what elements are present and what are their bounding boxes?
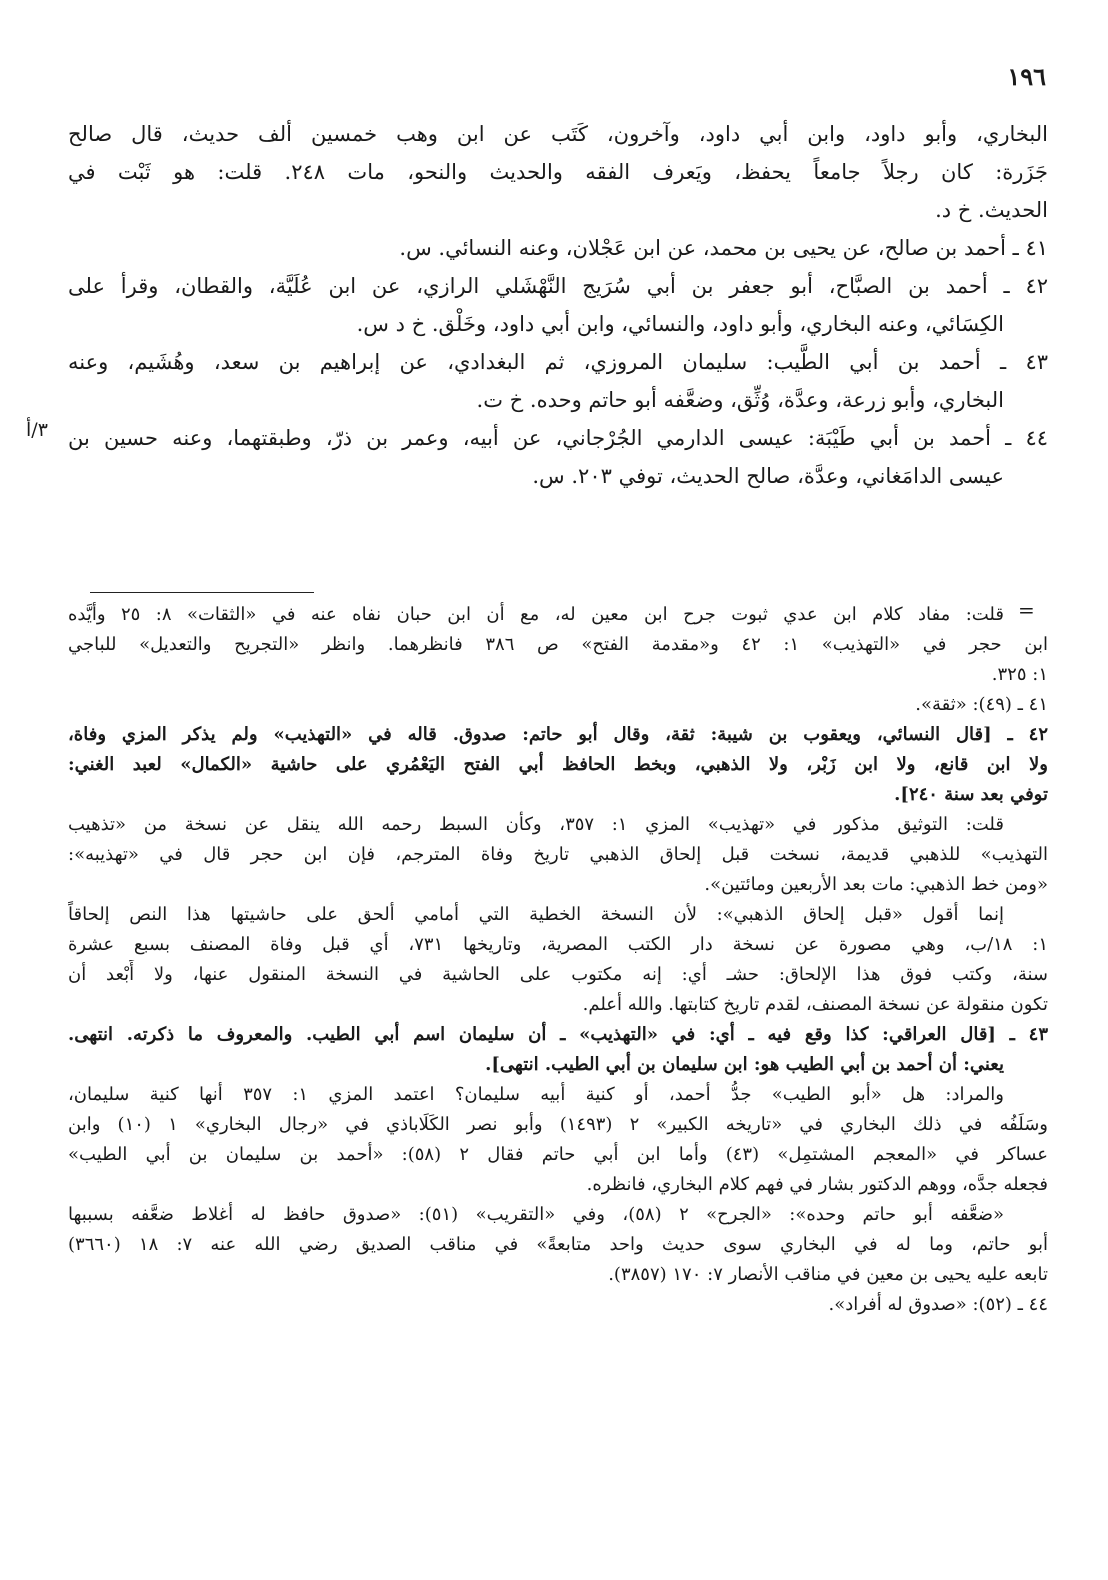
footnote-line: ١: ١٨/ب، وهي مصورة عن نسخة دار الكتب المصرية، وتاريخها ٧٣١، أي قبل وفاة المصنف بسبع عشرة <box>68 934 1048 955</box>
entry-line: ٤١ ـ أحمد بن صالح، عن يحيى بن محمد، عن ابن عَجْلان، وعنه النسائي. س. <box>399 236 1048 260</box>
footnote-line: سنة، وكتب فوق هذا الإلحاق: حشـ أي: إنه مكتوب على الحاشية في النسخة المنقول عنها، ولا أَبْعد أن <box>68 964 1048 985</box>
main-text <box>26 115 1048 495</box>
footnote-line: ٤١ ـ (٤٩): «ثقة». <box>915 694 1048 715</box>
footnote-line: ٤٣ ـ [قال العراقي: كذا وقع فيه ـ أي: في «التهذيب» ـ أن سليمان اسم أبي الطيب. والمعروف ما ذكرته. انتهى. <box>68 1024 1048 1045</box>
footnote-line: وسَلَفُه في ذلك البخاري في «تاريخه الكبير» ٢ (١٤٩٣) وأبو نصر الكَلَاباذي في «رجال البخاري» ١ (١٠) وابن <box>68 1114 1048 1135</box>
footnote-separator <box>90 592 314 593</box>
footnote-line: التهذيب» للذهبي قديمة، نسخت قبل إلحاق الذهبي تاريخ وفاة المترجم، فإن ابن حجر قال في «تهذيبه»: <box>68 844 1048 865</box>
footnote-line: أبو حاتم، وما له في البخاري سوى حديث واحد متابعةً» في مناقب الصديق رضي الله عنه ٧: ١٨ (٣٦٦٠) <box>68 1234 1048 1255</box>
footnotes <box>68 600 1048 1320</box>
footnote-line: يعني: أن أحمد بن أبي الطيب هو: ابن سليمان بن أبي الطيب. انتهى]. <box>485 1054 1004 1075</box>
main-line: جَزَرة: كان رجلاً جامعاً يحفظ، ويَعرف الفقه والحديث والنحو، مات ٢٤٨. قلت: هو ثَبْت في <box>68 160 1048 184</box>
main-line: الحديث. خ د. <box>935 198 1048 222</box>
entry-line: ٤٣ ـ أحمد بن أبي الطَّيب: سليمان المروزي، ثم البغدادي، عن إبراهيم بن سعد، وهُشَيم، وعنه <box>68 350 1048 374</box>
footnote-line: تابعه عليه يحيى بن معين في مناقب الأنصار ٧: ١٧٠ (٣٨٥٧). <box>608 1264 1048 1285</box>
footnote-line: ولا ابن قانع، ولا ابن زَبْر، ولا الذهبي، وبخط الحافظ أبي الفتح اليَعْمُري على حاشية «الكمال» لعبد الغني: <box>68 754 1048 775</box>
entry-41 <box>68 229 1048 267</box>
page-number: ١٩٦ <box>1007 62 1046 91</box>
footnote-line: قلت: التوثيق مذكور في «تهذيب» المزي ١: ٣٥٧، وكأن السبط رحمه الله ينقل عن نسخة من «تذهيب <box>68 814 1004 835</box>
footnote-line: «ومن خط الذهبي: مات بعد الأربعين ومائتين». <box>704 874 1048 895</box>
footnote-line: فجعله جدَّه، ووهم الدكتور بشار في فهم كلام البخاري، فانظره. <box>586 1174 1048 1195</box>
footnote-line: «ضعَّفه أبو حاتم وحده»: «الجرح» ٢ (٥٨)، وفي «التقريب» (٥١): «صدوق حافظ له أغلاط ضعَّفه بسببها <box>68 1204 1005 1225</box>
manuscript-folio-marker: ٣/أ <box>26 419 48 441</box>
footnote-line: تكون منقولة عن نسخة المصنف، لقدم تاريخ كتابتها. والله أعلم. <box>582 994 1048 1015</box>
entry-line: ٤٤ ـ أحمد بن أبي طَيْبَة: عيسى الدارمي الجُرْجاني، عن أبيه، وعمر بن ذرّ، وطبقتهما، وعنه حسين بن <box>68 426 1048 450</box>
footnote-line: ابن حجر في «التهذيب» ١: ٤٢ و«مقدمة الفتح» ص ٣٨٦ فانظرهما. وانظر «التجريح والتعديل» للباجي <box>68 634 1048 655</box>
footnote-line: والمراد: هل «أبو الطيب» جدُّ أحمد، أو كنية أبيه سليمان؟ اعتمد المزي ١: ٣٥٧ أنها كنية سليمان، <box>68 1084 1004 1105</box>
footnote-line: ٤٤ ـ (٥٢): «صدوق له أفراد». <box>828 1294 1048 1315</box>
entry-line: عيسى الدامَغاني، وعدَّة، صالح الحديث، توفي ٢٠٣. س. <box>532 464 1004 488</box>
footnote-line: قلت: مفاد كلام ابن عدي ثبوت جرح ابن معين له، مع أن ابن حبان نفاه عنه في «الثقات» ٨: ٢٥ وأيَّده <box>68 604 1004 625</box>
entry-42 <box>68 267 1048 343</box>
footnote-line: ١: ٣٢٥. <box>991 664 1048 685</box>
entry-44 <box>26 419 1048 495</box>
footnote-line: إنما أقول «قبل إلحاق الذهبي»: لأن النسخة الخطية التي أمامي ألحق على حاشيتها هذا النص إلحاقاً <box>68 904 1004 925</box>
footnote-line: عساكر في «المعجم المشتمِل» (٤٣) وأما ابن أبي حاتم فقال ٢ (٥٨): «أحمد بن سليمان بن أبي الطيب» <box>68 1144 1048 1165</box>
main-line: البخاري، وأبو داود، وابن أبي داود، وآخرون، كَتَب عن ابن وهب خمسين ألف حديث، قال صالح <box>68 122 1048 146</box>
footnote-continuation-marker: = <box>1018 598 1035 622</box>
entry-line: ٤٢ ـ أحمد بن الصبَّاح، أبو جعفر بن أبي سُرَيج النَّهْشَلي الرازي، عن ابن عُلَيَّة، والقطان، وقرأ على <box>68 274 1048 298</box>
entry-line: البخاري، وأبو زرعة، وعدَّة، وُثِّق، وضعَّفه أبو حاتم وحده. خ ت. <box>476 388 1004 412</box>
entry-line: الكِسَائي، وعنه البخاري، وأبو داود، والنسائي، وابن أبي داود، وخَلْق. خ د س. <box>356 312 1004 336</box>
footnote-line: توفي بعد سنة ٢٤٠]. <box>894 784 1048 805</box>
entry-43 <box>68 343 1048 419</box>
footnote-line: ٤٢ ـ [قال النسائي، ويعقوب بن شيبة: ثقة، وقال أبو حاتم: صدوق. قاله في «التهذيب» ولم يذكر المزي وفاة، <box>68 724 1048 745</box>
